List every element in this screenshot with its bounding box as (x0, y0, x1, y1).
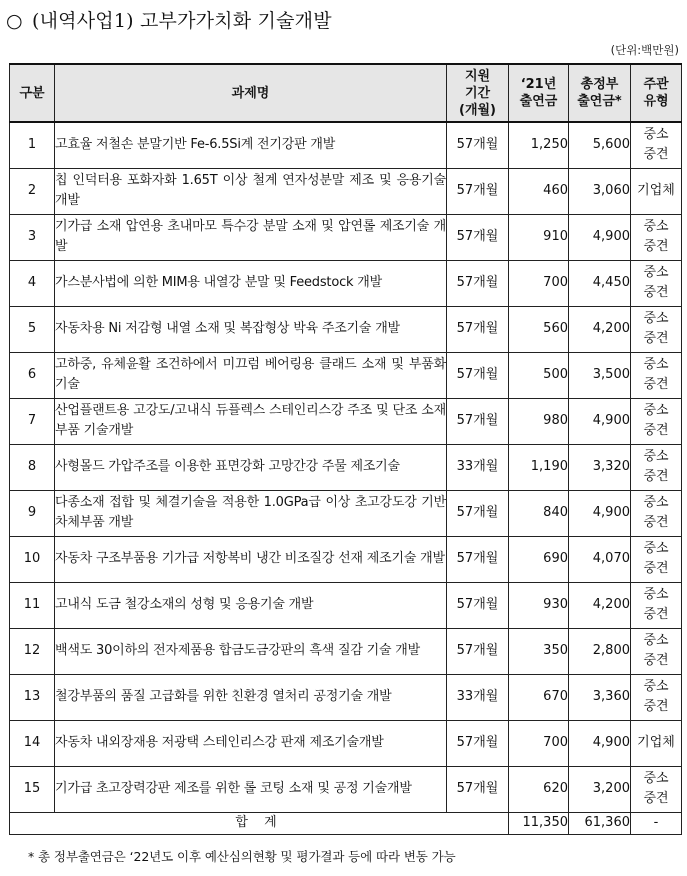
row-lead-type: 중소 중견 (631, 352, 682, 398)
row-2021-funding: 670 (509, 674, 569, 720)
row-project-name: 백색도 30이하의 전자제품용 합금도금강판의 흑색 질감 기술 개발 (55, 628, 447, 674)
footnote: * 총 정부출연금은 ‘22년도 이후 예산심의현황 및 평가결과 등에 따라 변동 가능 (28, 849, 456, 864)
total-overall-funding: 61,360 (569, 812, 631, 834)
row-2021-funding: 980 (509, 398, 569, 444)
table-header-row (10, 64, 682, 122)
row-2021-funding: 700 (509, 720, 569, 766)
row-project-name: 가스분사법에 의한 MIM용 내열강 분말 및 Feedstock 개발 (55, 260, 447, 306)
row-period: 57개월 (447, 168, 509, 214)
row-lead-type: 중소 중견 (631, 766, 682, 812)
row-no: 6 (10, 352, 55, 398)
row-period: 57개월 (447, 122, 509, 168)
row-period: 57개월 (447, 582, 509, 628)
row-total-funding: 3,060 (569, 168, 631, 214)
table-row (10, 582, 682, 628)
total-lead-type: - (631, 812, 682, 834)
table-row (10, 490, 682, 536)
table-body (10, 122, 682, 834)
row-total-funding: 3,360 (569, 674, 631, 720)
row-total-funding: 3,500 (569, 352, 631, 398)
section-title (6, 6, 332, 33)
circle-bullet-icon: ○ (6, 10, 23, 32)
row-no: 8 (10, 444, 55, 490)
row-project-name: 자동차 내외장재용 저광택 스테인리스강 판재 제조기술개발 (55, 720, 447, 766)
row-no: 4 (10, 260, 55, 306)
row-lead-type: 중소 중견 (631, 306, 682, 352)
row-no: 1 (10, 122, 55, 168)
table-row (10, 536, 682, 582)
row-lead-type: 중소 중견 (631, 674, 682, 720)
row-period: 57개월 (447, 628, 509, 674)
row-2021-funding: 700 (509, 260, 569, 306)
row-project-name: 자동차 구조부품용 기가급 저항복비 냉간 비조질강 선재 제조기술 개발 (55, 536, 447, 582)
row-2021-funding: 1,250 (509, 122, 569, 168)
row-total-funding: 4,900 (569, 490, 631, 536)
row-no: 15 (10, 766, 55, 812)
row-project-name: 산업플랜트용 고강도/고내식 듀플렉스 스테인리스강 주조 및 단조 소재부품 기술개발 (55, 398, 447, 444)
row-project-name: 철강부품의 품질 고급화를 위한 친환경 열처리 공정기술 개발 (55, 674, 447, 720)
table-total-row (10, 812, 682, 834)
row-total-funding: 2,800 (569, 628, 631, 674)
row-period: 57개월 (447, 720, 509, 766)
section-title-text: (내역사업1) 고부가가치화 기술개발 (32, 10, 332, 32)
row-lead-type: 중소 중견 (631, 398, 682, 444)
row-2021-funding: 350 (509, 628, 569, 674)
row-no: 12 (10, 628, 55, 674)
row-period: 57개월 (447, 352, 509, 398)
project-table (9, 63, 682, 835)
row-total-funding: 3,200 (569, 766, 631, 812)
row-lead-type: 중소 중견 (631, 260, 682, 306)
row-period: 57개월 (447, 398, 509, 444)
row-lead-type: 중소 중견 (631, 214, 682, 260)
table-row (10, 398, 682, 444)
row-project-name: 고효율 저철손 분말기반 Fe-6.5Si계 전기강판 개발 (55, 122, 447, 168)
row-project-name: 다종소재 접합 및 체결기술을 적용한 1.0GPa급 이상 초고강도강 기반 차체부품 개발 (55, 490, 447, 536)
table-row (10, 260, 682, 306)
row-lead-type: 중소 중견 (631, 582, 682, 628)
header-name: 과제명 (55, 64, 447, 122)
unit-note: (단위:백만원) (610, 43, 679, 57)
row-total-funding: 5,600 (569, 122, 631, 168)
row-no: 7 (10, 398, 55, 444)
row-period: 57개월 (447, 306, 509, 352)
row-no: 5 (10, 306, 55, 352)
row-total-funding: 4,200 (569, 582, 631, 628)
row-2021-funding: 620 (509, 766, 569, 812)
row-2021-funding: 930 (509, 582, 569, 628)
row-total-funding: 4,200 (569, 306, 631, 352)
row-period: 57개월 (447, 260, 509, 306)
row-project-name: 기가급 초고장력강판 제조를 위한 롤 코팅 소재 및 공정 기술개발 (55, 766, 447, 812)
row-2021-funding: 910 (509, 214, 569, 260)
table-row (10, 628, 682, 674)
table-row (10, 214, 682, 260)
table-row (10, 720, 682, 766)
row-lead-type: 중소 중견 (631, 628, 682, 674)
row-2021-funding: 1,190 (509, 444, 569, 490)
row-total-funding: 4,900 (569, 720, 631, 766)
row-no: 14 (10, 720, 55, 766)
table-row (10, 122, 682, 168)
row-2021-funding: 460 (509, 168, 569, 214)
header-no: 구분 (10, 64, 55, 122)
row-no: 2 (10, 168, 55, 214)
table-row (10, 352, 682, 398)
row-2021-funding: 690 (509, 536, 569, 582)
row-project-name: 칩 인덕터용 포화자화 1.65T 이상 철계 연자성분말 제조 및 응용기술 개발 (55, 168, 447, 214)
table-row (10, 444, 682, 490)
header-type: 주관 유형 (631, 64, 682, 122)
total-2021-funding: 11,350 (509, 812, 569, 834)
row-no: 9 (10, 490, 55, 536)
row-no: 13 (10, 674, 55, 720)
row-lead-type: 중소 중견 (631, 490, 682, 536)
row-project-name: 사형몰드 가압주조를 이용한 표면강화 고망간강 주물 제조기술 (55, 444, 447, 490)
row-project-name: 자동차용 Ni 저감형 내열 소재 및 복잡형상 박육 주조기술 개발 (55, 306, 447, 352)
table-row (10, 168, 682, 214)
total-label: 합 계 (10, 812, 509, 834)
row-total-funding: 3,320 (569, 444, 631, 490)
table-row (10, 306, 682, 352)
table-row (10, 766, 682, 812)
row-no: 10 (10, 536, 55, 582)
row-lead-type: 기업체 (631, 720, 682, 766)
row-lead-type: 중소 중견 (631, 536, 682, 582)
header-y21: ‘21년 출연금 (509, 64, 569, 122)
row-lead-type: 기업체 (631, 168, 682, 214)
row-period: 57개월 (447, 490, 509, 536)
table-row (10, 674, 682, 720)
row-no: 3 (10, 214, 55, 260)
row-2021-funding: 500 (509, 352, 569, 398)
row-project-name: 고내식 도금 철강소재의 성형 및 응용기술 개발 (55, 582, 447, 628)
row-lead-type: 중소 중견 (631, 122, 682, 168)
row-period: 33개월 (447, 674, 509, 720)
row-period: 57개월 (447, 536, 509, 582)
row-total-funding: 4,070 (569, 536, 631, 582)
row-period: 57개월 (447, 214, 509, 260)
row-2021-funding: 840 (509, 490, 569, 536)
row-total-funding: 4,450 (569, 260, 631, 306)
header-total: 총정부 출연금* (569, 64, 631, 122)
row-no: 11 (10, 582, 55, 628)
row-total-funding: 4,900 (569, 214, 631, 260)
row-total-funding: 4,900 (569, 398, 631, 444)
header-period: 지원 기간 (개월) (447, 64, 509, 122)
row-project-name: 고하중, 유체윤활 조건하에서 미끄럼 베어링용 클래드 소재 및 부품화기술 (55, 352, 447, 398)
row-period: 57개월 (447, 766, 509, 812)
row-2021-funding: 560 (509, 306, 569, 352)
row-lead-type: 중소 중견 (631, 444, 682, 490)
row-period: 33개월 (447, 444, 509, 490)
row-project-name: 기가급 소재 압연용 초내마모 특수강 분말 소재 및 압연롤 제조기술 개발 (55, 214, 447, 260)
